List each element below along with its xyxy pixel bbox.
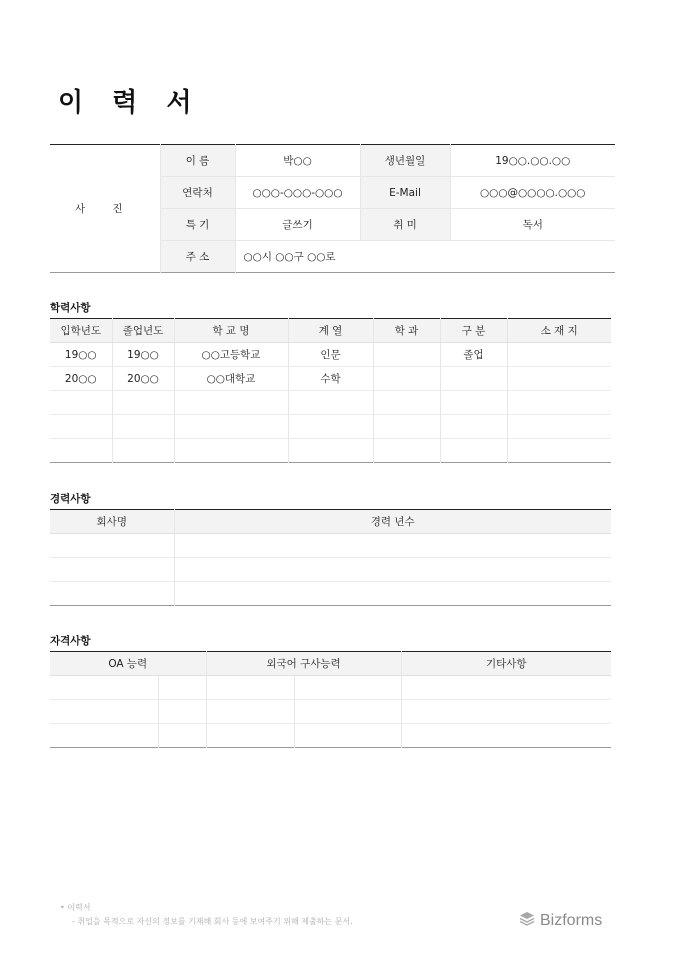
table-cell [158,676,206,700]
header-oa-skills: OA 능력 [50,652,206,676]
table-cell [373,415,440,439]
table-cell [158,700,206,724]
table-cell [440,439,507,463]
photo-placeholder: 사 진 [74,203,135,215]
table-cell: ○○대학교 [174,367,288,391]
table-cell [174,582,611,606]
header-school-name: 학 교 명 [174,319,288,343]
footer-note [60,901,353,929]
header-location: 소 재 지 [507,319,611,343]
footer-doc-name: • 이력서 [60,903,91,912]
table-cell [507,367,611,391]
table-cell [294,700,401,724]
table-cell [50,415,112,439]
table-cell: ○○고등학교 [174,343,288,367]
table-cell [174,558,611,582]
birth-value: 19○○.○○.○○ [450,145,615,177]
career-table [50,509,611,606]
table-cell [206,724,294,748]
table-cell: 19○○ [112,343,174,367]
education-section-title: 학력사항 [50,302,91,314]
table-cell [174,534,611,558]
table-row [50,534,611,558]
brand-name: Bizforms [540,912,603,929]
header-status: 구 분 [440,319,507,343]
table-cell [373,439,440,463]
layers-icon [518,910,536,932]
table-row [50,676,611,700]
table-cell [373,391,440,415]
email-value: ○○○@○○○○.○○○ [450,177,615,209]
table-cell [294,724,401,748]
table-cell [507,415,611,439]
table-cell [112,391,174,415]
table-cell: 졸업 [440,343,507,367]
name-label: 이 름 [160,145,235,177]
header-foreign-language: 외국어 구사능력 [206,652,401,676]
table-row [50,367,611,391]
table-cell [401,700,611,724]
header-entry-year: 입학년도 [50,319,112,343]
table-cell: 수학 [288,367,373,391]
table-cell [50,439,112,463]
table-row [50,415,611,439]
table-cell [50,582,174,606]
header-major: 학 과 [373,319,440,343]
table-cell [50,558,174,582]
table-cell [50,391,112,415]
table-row [50,391,611,415]
table-row [50,582,611,606]
table-cell [174,415,288,439]
education-table [50,318,611,463]
birth-label: 생년월일 [360,145,450,177]
table-cell [440,415,507,439]
table-cell [112,439,174,463]
career-section-title: 경력사항 [50,493,91,505]
table-row [50,439,611,463]
table-cell [288,415,373,439]
header-track: 계 열 [288,319,373,343]
personal-info-table [50,144,615,273]
skill-label: 특 기 [160,209,235,241]
table-cell [50,724,158,748]
table-cell [50,676,158,700]
table-cell [112,415,174,439]
table-cell [206,700,294,724]
email-label: E-Mail [360,177,450,209]
hobby-label: 취 미 [360,209,450,241]
address-value: ○○시 ○○구 ○○로 [235,241,615,273]
address-label: 주 소 [160,241,235,273]
table-cell: 인문 [288,343,373,367]
table-cell [158,724,206,748]
table-cell [373,343,440,367]
table-cell: 20○○ [112,367,174,391]
header-company-name: 회사명 [50,510,174,534]
footer-description: - 취업을 목적으로 자신의 정보를 기재해 회사 등에 보여주기 위해 제출하는 문서. [72,917,353,926]
table-cell [507,439,611,463]
table-cell [288,391,373,415]
table-cell [50,700,158,724]
contact-label: 연락처 [160,177,235,209]
table-cell: 19○○ [50,343,112,367]
table-cell [50,534,174,558]
table-cell [507,391,611,415]
table-cell [288,439,373,463]
table-row [50,724,611,748]
header-career-years: 경력 년수 [174,510,611,534]
table-cell [401,724,611,748]
table-cell [174,439,288,463]
qualifications-section-title: 자격사항 [50,635,91,647]
page-title: 이 력 서 [58,88,202,118]
name-value: 박○○ [235,145,360,177]
table-cell [174,391,288,415]
table-row [50,558,611,582]
skill-value: 글쓰기 [235,209,360,241]
table-cell [206,676,294,700]
contact-value: ○○○-○○○-○○○ [235,177,360,209]
table-row [50,343,611,367]
table-cell [373,367,440,391]
table-row [50,700,611,724]
table-cell [440,367,507,391]
qualifications-table [50,651,611,748]
table-cell [507,343,611,367]
table-cell [440,391,507,415]
header-graduation-year: 졸업년도 [112,319,174,343]
brand-logo [518,910,602,932]
hobby-value: 독서 [450,209,615,241]
table-cell [401,676,611,700]
header-other: 기타사항 [401,652,611,676]
table-cell: 20○○ [50,367,112,391]
table-cell [294,676,401,700]
